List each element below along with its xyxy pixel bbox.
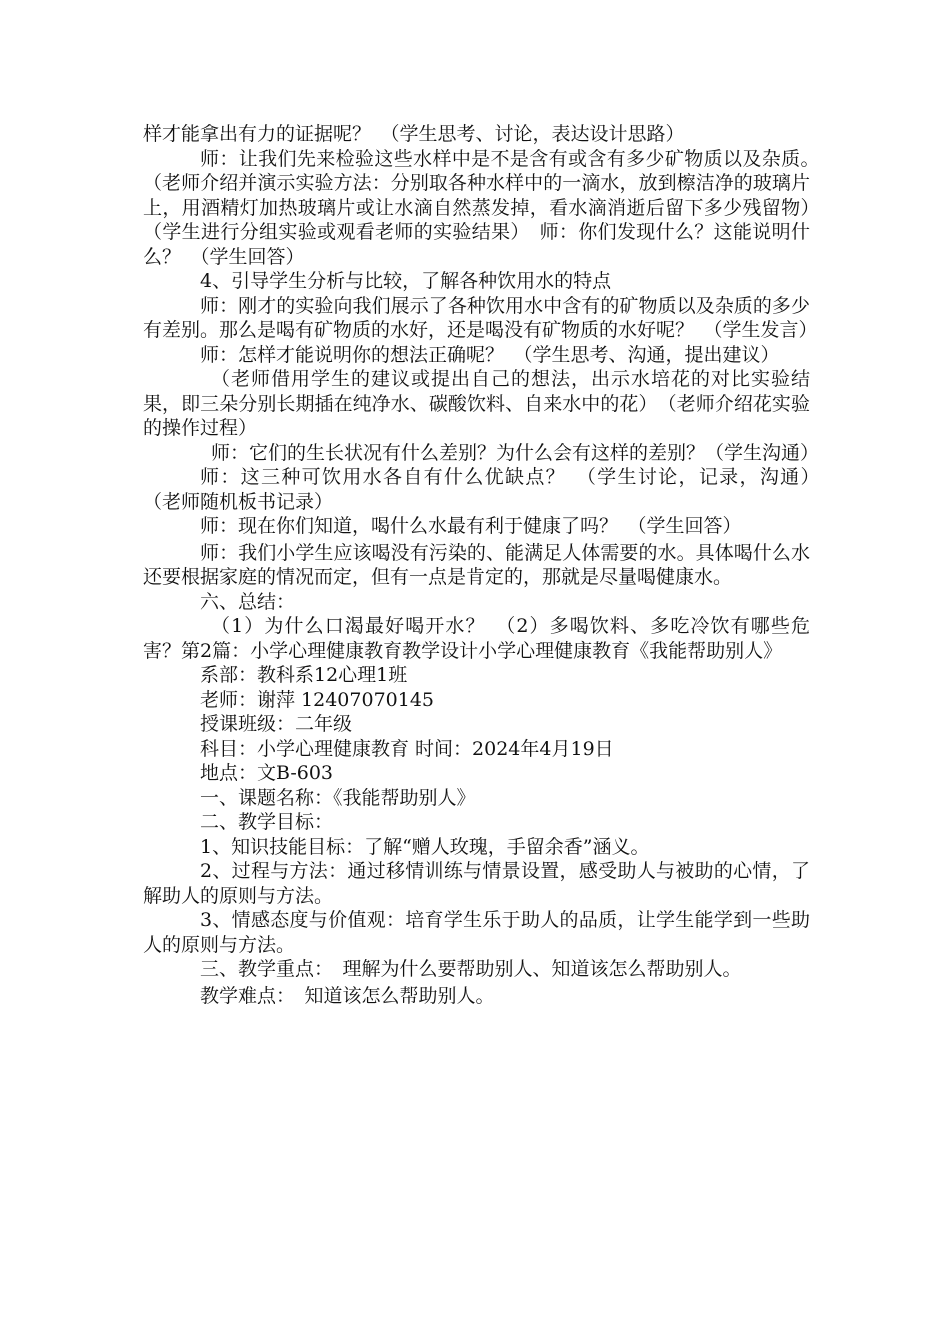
paragraph-experiment-result: 师：刚才的实验向我们展示了各种饮用水中含有的矿物质以及杂质的多少有差别。那么是喝有矿物质的水好，还是喝没有矿物质的水好呢？ （学生发言） xyxy=(143,294,818,341)
paragraph-step-4-heading: 4、引导学生分析与比较，了解各种饮用水的特点 xyxy=(200,270,612,292)
document-body xyxy=(143,122,830,1008)
goal-process-method: 2、过程与方法：通过移情训练与情景设置，感受助人与被助的心情，了解助人的原则与方法。 xyxy=(143,860,810,907)
info-location: 地点：文B-603 xyxy=(200,762,334,784)
heading-summary: 六、总结： xyxy=(200,590,296,613)
heading-teaching-difficulty: 教学难点： 知道该怎么帮助别人。 xyxy=(200,984,495,1007)
paragraph-flower-experiment: （老师借用学生的建议或提出自己的想法，出示水培花的对比实验结果，即三朵分别长期插在纯净水、碳酸饮料、自来水中的花） （老师介绍花实验的操作过程） xyxy=(143,368,810,439)
heading-teaching-focus: 三、教学重点： 理解为什么要帮助别人、知道该怎么帮助别人。 xyxy=(200,958,742,980)
paragraph-growth-difference: 师：它们的生长状况有什么差别？为什么会有这样的差别？（学生沟通） xyxy=(211,441,820,464)
paragraph-pros-cons: 师：这三种可饮用水各自有什么优缺点？ （学生讨论，记录，沟通） （老师随机板书记录） xyxy=(143,466,830,513)
goal-attitude-values: 3、情感态度与价值观：培育学生乐于助人的品质，让学生能学到一些助人的原则与方法。 xyxy=(143,909,810,956)
paragraph-mineral-experiment: 师：让我们先来检验这些水样中是不是含有或含有多少矿物质以及杂质。 （老师介绍并演示实验方法：分别取各种水样中的一滴水，放到檫洁净的玻璃片上，用酒精灯加热玻璃片或让水滴自然蒸发掉，看水滴消逝后留下多少残留物） （学生进行分组实验或观看老师的实验结果） 师：你们发现什么？这能说明什么？ （学生回答） xyxy=(143,147,830,268)
info-teacher: 老师：谢萍 12407070145 xyxy=(200,688,435,711)
info-department: 系部：教科系12心理1班 xyxy=(200,664,408,686)
goal-knowledge-skills: 1、知识技能目标：了解“赠人玫瑰，手留余香”涵义。 xyxy=(200,835,650,858)
paragraph-summary-questions: （1）为什么口渴最好喝开水？ （2）多喝饮料、多吃冷饮有哪些危害？第2篇：小学心理健康教育教学设计小学心理健康教育《我能帮助别人》 xyxy=(143,615,810,662)
heading-teaching-goals: 二、教学目标： xyxy=(200,811,334,833)
heading-lesson-title: 一、课题名称：《我能帮助别人》 xyxy=(200,786,476,809)
paragraph-teacher-conclusion: 师：我们小学生应该喝没有污染的、能满足人体需要的水。具体喝什么水还要根据家庭的情况而定，但有一点是肯定的，那就是尽量喝健康水。 xyxy=(143,541,810,588)
info-subject-time: 科目：小学心理健康教育 时间：2024年4月19日 xyxy=(200,737,614,760)
paragraph-evidence-question: 样才能拿出有力的证据呢？ （学生思考、讨论，表达设计思路） xyxy=(143,123,685,145)
paragraph-prove-idea: 师：怎样才能说明你的想法正确呢？ （学生思考、沟通，提出建议） xyxy=(200,343,780,366)
paragraph-healthiest-water: 师：现在你们知道，喝什么水最有利于健康了吗？ （学生回答） xyxy=(200,515,742,537)
info-class: 授课班级：二年级 xyxy=(200,713,353,735)
